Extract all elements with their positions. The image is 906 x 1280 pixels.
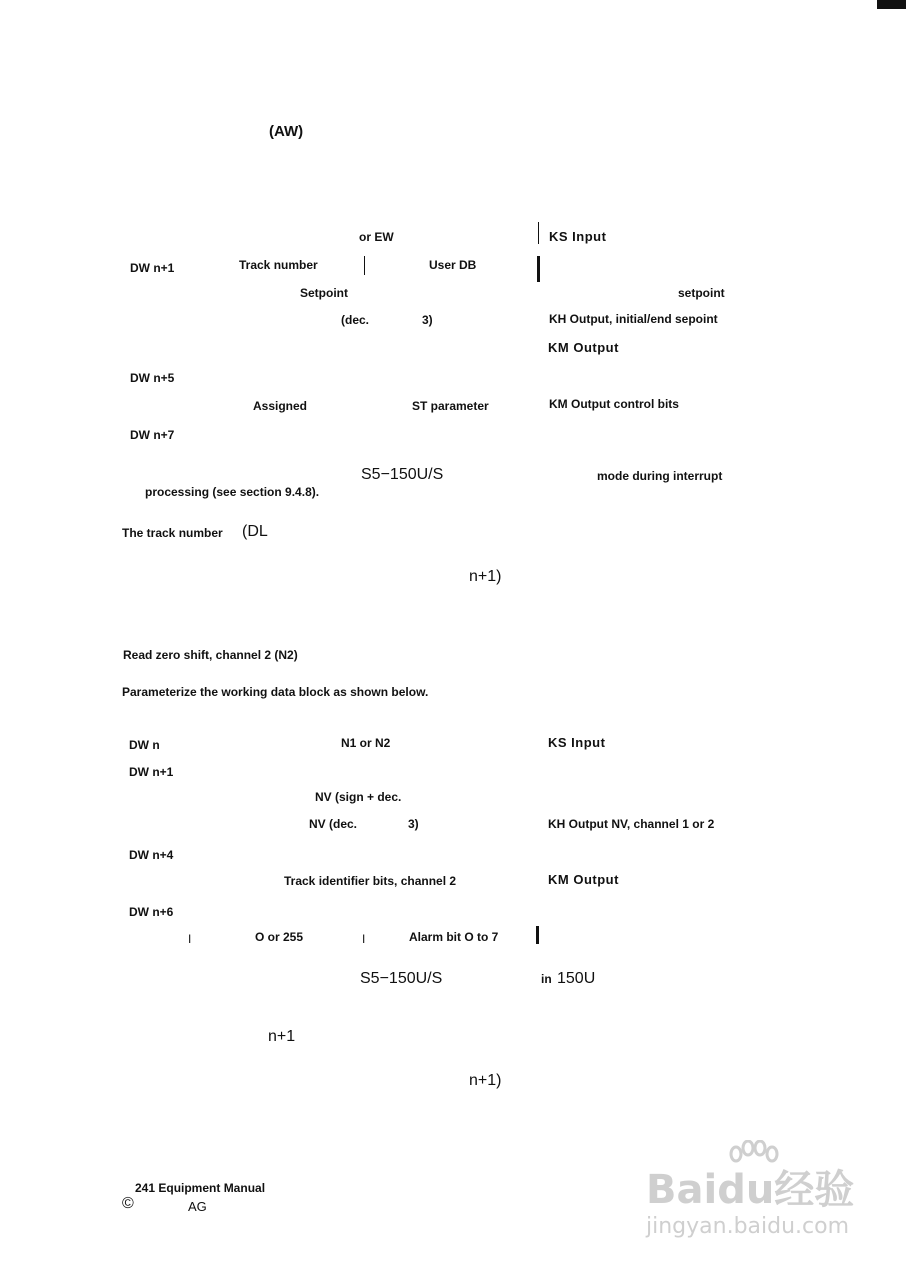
bar-mid: I bbox=[362, 932, 366, 946]
assigned: Assigned bbox=[253, 399, 308, 413]
kh-output: KH Output, initial/end sepoint bbox=[549, 312, 718, 326]
n1-close: n+1) bbox=[469, 568, 502, 585]
s5-150-label-2: S5−150U/S bbox=[360, 970, 443, 987]
dec-digits: 3) bbox=[422, 313, 433, 327]
ks-input-2: KS Input bbox=[548, 735, 606, 750]
km-control-bits: KM Output control bits bbox=[549, 397, 679, 411]
dl-label: (DL bbox=[242, 523, 268, 540]
dw-n: DW n bbox=[129, 738, 160, 752]
rule-line bbox=[538, 222, 539, 244]
block2-heading: Read zero shift, channel 2 (N2) bbox=[123, 648, 298, 662]
rule-line bbox=[364, 256, 365, 275]
dec-label: (dec. bbox=[341, 313, 370, 327]
o-or-255: O or 255 bbox=[255, 930, 304, 944]
setpoint-right: setpoint bbox=[678, 286, 725, 300]
n1-or-n2: N1 or N2 bbox=[341, 736, 391, 750]
n1-label: n+1 bbox=[268, 1028, 296, 1045]
km-output-2: KM Output bbox=[548, 872, 619, 887]
param-note: Parameterize the working data block as shown below. bbox=[122, 685, 429, 699]
ks-input: KS Input bbox=[549, 229, 607, 244]
watermark-logo-text: Baidu经验 bbox=[646, 1167, 855, 1213]
footer-copyright: © bbox=[122, 1195, 134, 1212]
dw-n5: DW n+5 bbox=[130, 371, 175, 385]
user-db: User DB bbox=[429, 258, 477, 272]
km-output: KM Output bbox=[548, 340, 619, 355]
track-number-line: The track number bbox=[122, 526, 223, 540]
nv-dec: NV (dec. bbox=[309, 817, 358, 831]
watermark-url: jingyan.baidu.com bbox=[646, 1214, 850, 1239]
or-ew: or EW bbox=[359, 230, 394, 244]
section-aw: (AW) bbox=[269, 123, 304, 140]
in-label: in bbox=[541, 972, 552, 986]
track-identifier: Track identifier bits, channel 2 bbox=[284, 874, 457, 888]
dw-n7: DW n+7 bbox=[130, 428, 175, 442]
processing-note: processing (see section 9.4.8). bbox=[145, 485, 320, 499]
track-number: Track number bbox=[239, 258, 318, 272]
dw-n1: DW n+1 bbox=[130, 261, 175, 275]
st-parameter: ST parameter bbox=[412, 399, 489, 413]
s5-150-label: S5−150U/S bbox=[361, 466, 444, 483]
nv-sign: NV (sign + dec. bbox=[315, 790, 402, 804]
rule-line bbox=[537, 256, 540, 282]
setpoint: Setpoint bbox=[300, 286, 348, 300]
dw-n1-2: DW n+1 bbox=[129, 765, 174, 779]
footer-ag: AG bbox=[188, 1199, 207, 1214]
nv-digits: 3) bbox=[408, 817, 419, 831]
dw-n6: DW n+6 bbox=[129, 905, 174, 919]
dw-n4: DW n+4 bbox=[129, 848, 174, 862]
kh-output-nv: KH Output NV, channel 1 or 2 bbox=[548, 817, 715, 831]
rule-line bbox=[536, 926, 539, 944]
mode-interrupt: mode during interrupt bbox=[597, 469, 723, 483]
n1-close-2: n+1) bbox=[469, 1072, 502, 1089]
bar-left: I bbox=[188, 932, 192, 946]
footer-manual: 241 Equipment Manual bbox=[135, 1181, 266, 1195]
alarm-bits: Alarm bit O to 7 bbox=[409, 930, 499, 944]
150u-label: 150U bbox=[557, 970, 596, 987]
page-corner-mark bbox=[877, 0, 906, 9]
